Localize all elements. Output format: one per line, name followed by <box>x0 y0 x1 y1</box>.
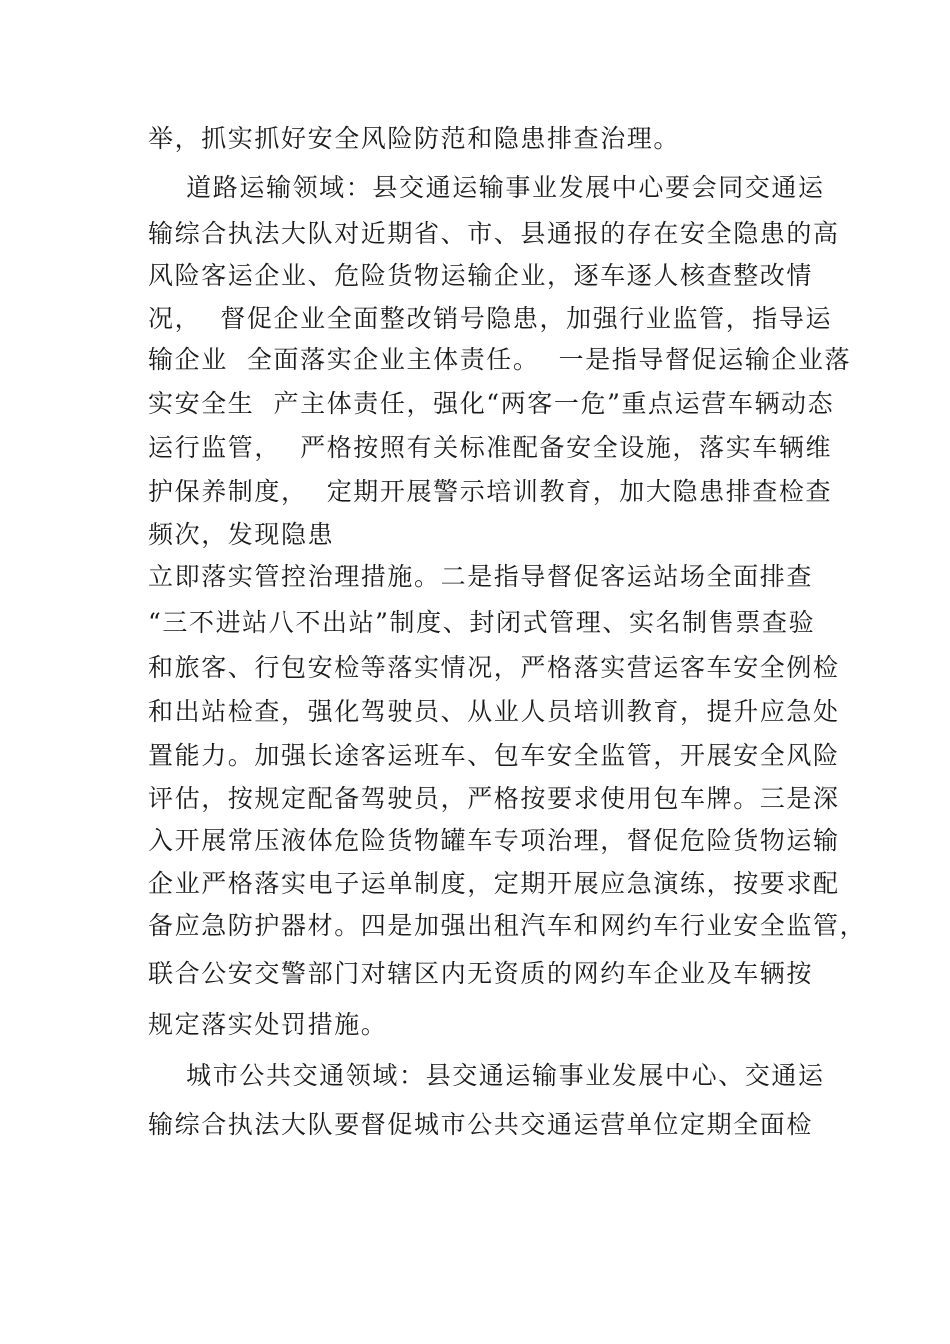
text-line: 入开展常压液体危险货物罐车专项治理，督促危险货物运输 <box>148 826 840 855</box>
text-line: 输企业 全面落实企业主体责任。 一是指导督促运输企业落 <box>148 345 852 374</box>
text-line: 评估，按规定配备驾驶员，严格按要求使用包车牌。三是深 <box>148 784 840 813</box>
text-line: 举，抓实抓好安全风险防范和隐患排查治理。 <box>148 124 681 153</box>
text-line: 和旅客、行包安检等落实情况，严格落实营运客车安全例检 <box>148 653 840 682</box>
text-line: 输综合执法大队要督促城市公共交通运营单位定期全面检 <box>148 1110 814 1139</box>
text-line: 城市公共交通领域：县交通运输事业发展中心、交通运 <box>148 1061 825 1090</box>
text-line: 况， 督促企业全面整改销号隐患，加强行业监管，指导运 <box>148 304 833 333</box>
text-line: 频次，发现隐患 <box>148 520 335 549</box>
text-line: 立即落实管控治理措施。二是指导督促客运站场全面排查 <box>148 562 814 591</box>
text-line: 企业严格落实电子运单制度，定期开展应急演练，按要求配 <box>148 869 840 898</box>
text-line: 道路运输领域：县交通运输事业发展中心要会同交通运 <box>148 173 825 202</box>
text-line: 输综合执法大队对近期省、市、县通报的存在安全隐患的高 <box>148 219 840 248</box>
text-line: 规定落实处罚措施。 <box>148 1010 388 1039</box>
text-line: 置能力。加强长途客运班车、包车安全监管，开展安全风险 <box>148 741 840 770</box>
text-line: 和出站检查，强化驾驶员、从业人员培训教育，提升应急处 <box>148 697 840 726</box>
text-line: 运行监管， 严格按照有关标准配备安全设施，落实车辆维 <box>148 433 833 462</box>
text-line: “三不进站八不出站”制度、封闭式管理、实名制售票查验 <box>148 608 816 637</box>
text-line: 护保养制度， 定期开展警示培训教育，加大隐患排查检查 <box>148 477 833 506</box>
text-line: 联合公安交警部门对辖区内无资质的网约车企业及车辆按 <box>148 959 814 988</box>
text-line: 实安全生 产主体责任，强化“两客一危”重点运营车辆动态 <box>148 389 835 418</box>
text-line: 备应急防护器材。四是加强出租汽车和网约车行业安全监管， <box>148 911 867 940</box>
text-line: 风险客运企业、危险货物运输企业，逐车逐人核查整改情 <box>148 261 814 290</box>
